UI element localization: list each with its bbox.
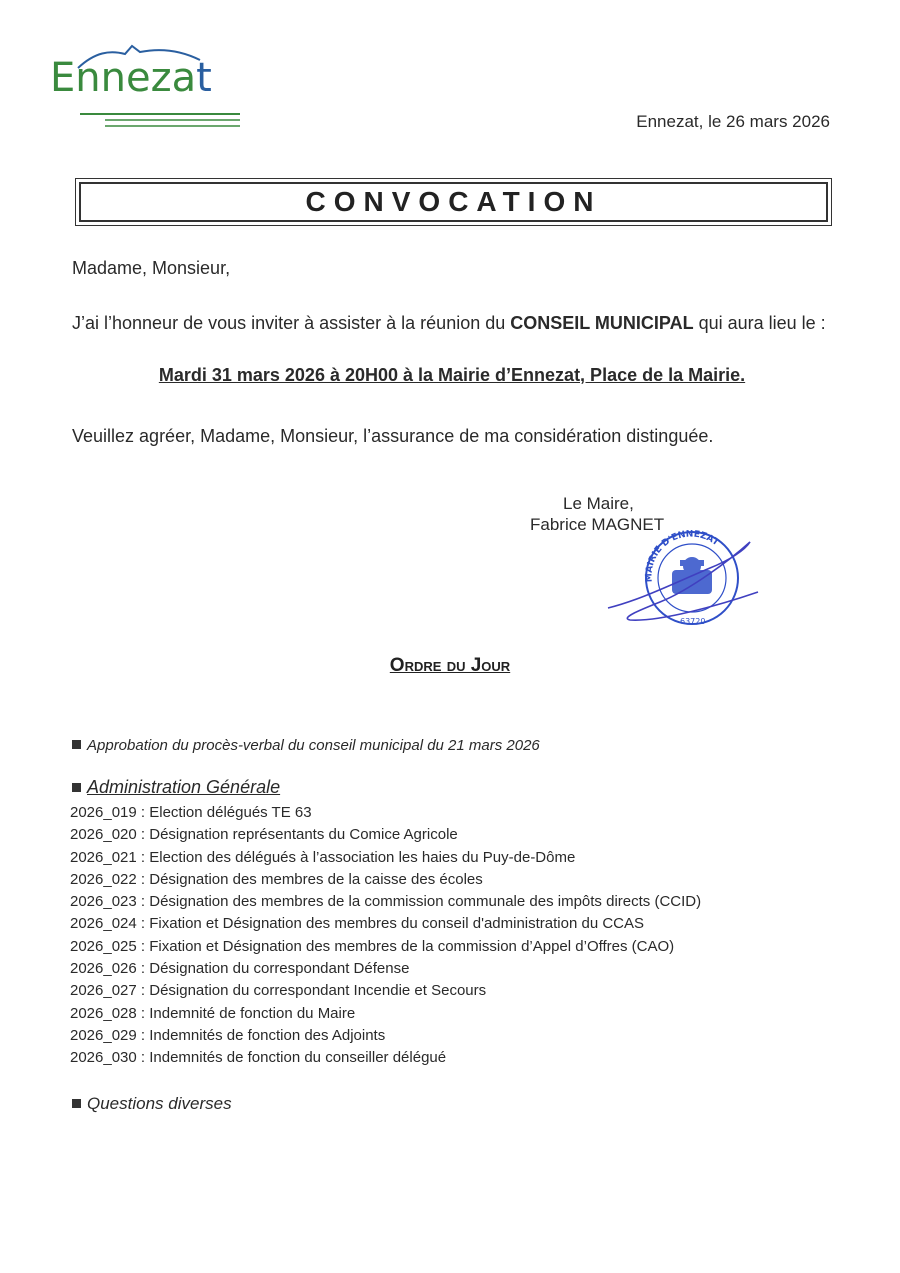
agenda-item: 2026_030 : Indemnités de fonction du conseiller délégué (70, 1049, 447, 1067)
agenda-item: 2026_022 : Désignation des membres de la caisse des écoles (70, 870, 483, 888)
closing-formula: Veuillez agréer, Madame, Monsieur, l’assurance de ma considération distinguée. (72, 426, 714, 446)
stamp-code: 63720 (680, 617, 706, 626)
agenda-item: 2026_021 : Election des délégués à l’association les haies du Puy-de-Dôme (70, 848, 576, 866)
agenda-approbation: Approbation du procès-verbal du conseil municipal du 21 mars 2026 (72, 737, 540, 754)
agenda-items-list (70, 802, 701, 1070)
agenda-item: 2026_024 : Fixation et Désignation des membres du conseil d'administration du CCAS (70, 915, 645, 933)
ennezat-logo (50, 40, 250, 130)
square-bullet-icon (72, 783, 81, 792)
logo-wordmark: Ennezat (50, 55, 212, 101)
agenda-item: 2026_028 : Indemnité de fonction du Maire (70, 1004, 356, 1022)
salutation: Madame, Monsieur, (72, 258, 231, 278)
document-title: CONVOCATION (79, 182, 828, 222)
square-bullet-icon (72, 740, 81, 749)
section-administration-generale: Administration Générale (72, 777, 280, 798)
signature-block (530, 493, 664, 535)
signatory-name: Fabrice MAGNET (530, 515, 665, 534)
agenda-item: 2026_023 : Désignation des membres de la commission communale des impôts directs (CCID) (70, 893, 702, 911)
signatory-title: Le Maire, (563, 494, 634, 513)
agenda-item: 2026_026 : Désignation du correspondant Défense (70, 960, 410, 978)
meeting-details: Mardi 31 mars 2026 à 20H00 à la Mairie d’Ennezat, Place de la Mairie. (158, 365, 746, 385)
agenda-item: 2026_020 : Désignation représentants du Comice Agricole (70, 826, 458, 844)
agenda-item: 2026_019 : Election délégués TE 63 (70, 804, 312, 821)
intro-paragraph: J’ai l’honneur de vous inviter à assister à la réunion du CONSEIL MUNICIPAL qui aura lieu le : (72, 313, 826, 333)
agenda-item: 2026_029 : Indemnités de fonction des Adjoints (70, 1026, 386, 1044)
agenda-item: 2026_027 : Désignation du correspondant Incendie et Secours (70, 982, 487, 1000)
title-frame (75, 178, 832, 226)
agenda-heading: Ordre du Jour (389, 655, 511, 676)
council-name: CONSEIL MUNICIPAL (510, 313, 694, 333)
stamp-text: MAIRIE D'ENNEZAT (644, 530, 721, 583)
letter-date: Ennezat, le 26 mars 2026 (636, 112, 830, 131)
agenda-item: 2026_025 : Fixation et Désignation des membres de la commission d’Appel d’Offres (CAO) (70, 937, 675, 955)
mairie-stamp (600, 530, 760, 635)
agenda-questions-diverses: Questions diverses (72, 1094, 232, 1114)
square-bullet-icon (72, 1099, 81, 1108)
